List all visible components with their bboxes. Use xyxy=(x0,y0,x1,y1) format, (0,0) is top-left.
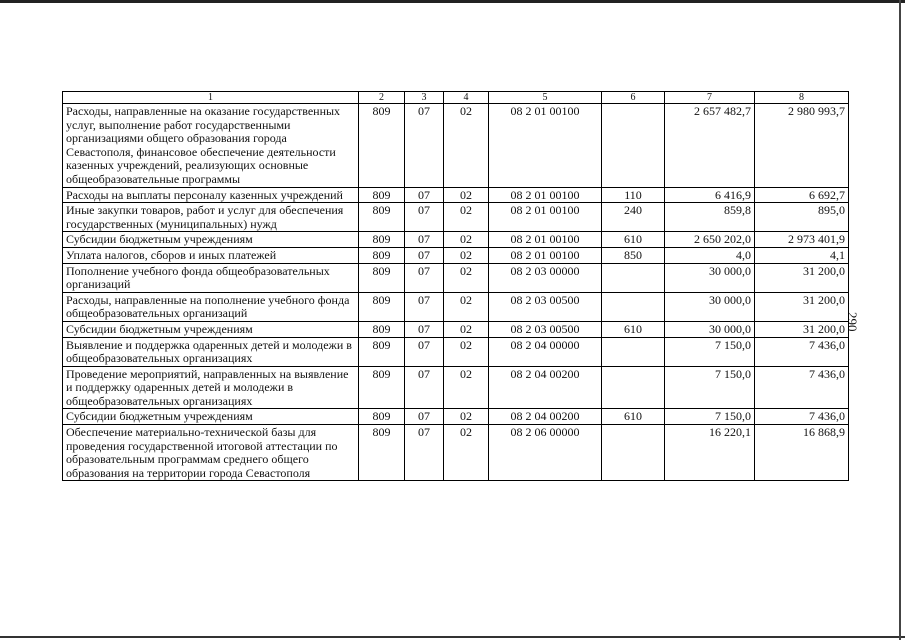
amount-year-1-cell: 2 650 202,0 xyxy=(665,232,755,248)
table-row xyxy=(63,203,849,232)
page-bottom-edge xyxy=(0,636,905,638)
expense-type-cell xyxy=(602,337,665,366)
expense-type-cell: 240 xyxy=(602,203,665,232)
table-row xyxy=(63,425,849,481)
amount-year-2-cell: 7 436,0 xyxy=(755,409,849,425)
amount-year-1-cell: 30 000,0 xyxy=(665,321,755,337)
item-name-cell: Расходы на выплаты персоналу казенных учреждений xyxy=(63,187,359,203)
amount-year-1-cell: 859,8 xyxy=(665,203,755,232)
expense-type-cell xyxy=(602,366,665,409)
subsection-code-cell: 02 xyxy=(444,203,489,232)
page-top-edge xyxy=(0,0,905,3)
amount-year-2-cell: 2 980 993,7 xyxy=(755,104,849,188)
target-article-cell: 08 2 04 00200 xyxy=(489,409,602,425)
section-code-cell: 07 xyxy=(405,366,444,409)
expense-type-cell: 610 xyxy=(602,321,665,337)
expense-type-cell: 610 xyxy=(602,409,665,425)
amount-year-2-cell: 2 973 401,9 xyxy=(755,232,849,248)
amount-year-2-cell: 4,1 xyxy=(755,247,849,263)
table-row xyxy=(63,232,849,248)
ministry-code-cell: 809 xyxy=(359,203,405,232)
ministry-code-cell: 809 xyxy=(359,321,405,337)
amount-year-2-cell: 31 200,0 xyxy=(755,292,849,321)
subsection-code-cell: 02 xyxy=(444,232,489,248)
expense-type-cell xyxy=(602,263,665,292)
amount-year-1-cell: 30 000,0 xyxy=(665,292,755,321)
ministry-code-cell: 809 xyxy=(359,366,405,409)
amount-year-2-cell: 7 436,0 xyxy=(755,366,849,409)
ministry-code-cell: 809 xyxy=(359,104,405,188)
amount-year-2-cell: 16 868,9 xyxy=(755,425,849,481)
amount-year-2-cell: 31 200,0 xyxy=(755,263,849,292)
item-name-cell: Проведение мероприятий, направленных на выявление и поддержку одаренных детей и молодежи в общеобразовательных организациях xyxy=(63,366,359,409)
section-code-cell: 07 xyxy=(405,337,444,366)
header-cell: 6 xyxy=(602,92,665,104)
amount-year-2-cell: 7 436,0 xyxy=(755,337,849,366)
section-code-cell: 07 xyxy=(405,104,444,188)
section-code-cell: 07 xyxy=(405,409,444,425)
target-article-cell: 08 2 04 00000 xyxy=(489,337,602,366)
section-code-cell: 07 xyxy=(405,187,444,203)
header-cell: 5 xyxy=(489,92,602,104)
expense-type-cell xyxy=(602,425,665,481)
section-code-cell: 07 xyxy=(405,232,444,248)
target-article-cell: 08 2 06 00000 xyxy=(489,425,602,481)
target-article-cell: 08 2 03 00500 xyxy=(489,292,602,321)
header-cell: 4 xyxy=(444,92,489,104)
amount-year-1-cell: 4,0 xyxy=(665,247,755,263)
ministry-code-cell: 809 xyxy=(359,292,405,321)
page-right-edge xyxy=(899,0,901,640)
item-name-cell: Пополнение учебного фонда общеобразовательных организаций xyxy=(63,263,359,292)
target-article-cell: 08 2 01 00100 xyxy=(489,247,602,263)
expense-type-cell xyxy=(602,292,665,321)
item-name-cell: Иные закупки товаров, работ и услуг для обеспечения государственных (муниципальных) нужд xyxy=(63,203,359,232)
section-code-cell: 07 xyxy=(405,292,444,321)
table-row xyxy=(63,292,849,321)
subsection-code-cell: 02 xyxy=(444,263,489,292)
ministry-code-cell: 809 xyxy=(359,263,405,292)
header-cell: 3 xyxy=(405,92,444,104)
item-name-cell: Обеспечение материально-технической базы для проведения государственной итоговой аттестации по образовательным программам среднего общего образования на территории города Севастополя xyxy=(63,425,359,481)
amount-year-1-cell: 6 416,9 xyxy=(665,187,755,203)
subsection-code-cell: 02 xyxy=(444,425,489,481)
expense-type-cell: 110 xyxy=(602,187,665,203)
page-number: 290 xyxy=(845,312,860,332)
amount-year-1-cell: 7 150,0 xyxy=(665,409,755,425)
header-cell: 8 xyxy=(755,92,849,104)
item-name-cell: Субсидии бюджетным учреждениям xyxy=(63,232,359,248)
table-row xyxy=(63,409,849,425)
subsection-code-cell: 02 xyxy=(444,247,489,263)
expense-type-cell: 610 xyxy=(602,232,665,248)
subsection-code-cell: 02 xyxy=(444,321,489,337)
table-row xyxy=(63,366,849,409)
ministry-code-cell: 809 xyxy=(359,247,405,263)
item-name-cell: Уплата налогов, сборов и иных платежей xyxy=(63,247,359,263)
target-article-cell: 08 2 04 00200 xyxy=(489,366,602,409)
header-cell: 7 xyxy=(665,92,755,104)
table-row xyxy=(63,321,849,337)
item-name-cell: Расходы, направленные на пополнение учебного фонда общеобразовательных организаций xyxy=(63,292,359,321)
budget-table xyxy=(62,91,849,481)
amount-year-1-cell: 16 220,1 xyxy=(665,425,755,481)
amount-year-1-cell: 7 150,0 xyxy=(665,366,755,409)
ministry-code-cell: 809 xyxy=(359,232,405,248)
ministry-code-cell: 809 xyxy=(359,187,405,203)
target-article-cell: 08 2 01 00100 xyxy=(489,232,602,248)
amount-year-2-cell: 895,0 xyxy=(755,203,849,232)
item-name-cell: Выявление и поддержка одаренных детей и молодежи в общеобразовательных организациях xyxy=(63,337,359,366)
section-code-cell: 07 xyxy=(405,425,444,481)
expense-type-cell: 850 xyxy=(602,247,665,263)
expense-type-cell xyxy=(602,104,665,188)
target-article-cell: 08 2 03 00000 xyxy=(489,263,602,292)
subsection-code-cell: 02 xyxy=(444,366,489,409)
target-article-cell: 08 2 03 00500 xyxy=(489,321,602,337)
subsection-code-cell: 02 xyxy=(444,187,489,203)
item-name-cell: Субсидии бюджетным учреждениям xyxy=(63,321,359,337)
subsection-code-cell: 02 xyxy=(444,292,489,321)
table-row xyxy=(63,104,849,188)
header-row xyxy=(63,92,849,104)
section-code-cell: 07 xyxy=(405,247,444,263)
section-code-cell: 07 xyxy=(405,321,444,337)
amount-year-2-cell: 31 200,0 xyxy=(755,321,849,337)
table-row xyxy=(63,187,849,203)
header-cell: 2 xyxy=(359,92,405,104)
amount-year-2-cell: 6 692,7 xyxy=(755,187,849,203)
subsection-code-cell: 02 xyxy=(444,409,489,425)
ministry-code-cell: 809 xyxy=(359,337,405,366)
subsection-code-cell: 02 xyxy=(444,337,489,366)
amount-year-1-cell: 30 000,0 xyxy=(665,263,755,292)
ministry-code-cell: 809 xyxy=(359,425,405,481)
subsection-code-cell: 02 xyxy=(444,104,489,188)
amount-year-1-cell: 7 150,0 xyxy=(665,337,755,366)
ministry-code-cell: 809 xyxy=(359,409,405,425)
target-article-cell: 08 2 01 00100 xyxy=(489,187,602,203)
item-name-cell: Субсидии бюджетным учреждениям xyxy=(63,409,359,425)
table-row xyxy=(63,337,849,366)
section-code-cell: 07 xyxy=(405,203,444,232)
header-cell: 1 xyxy=(63,92,359,104)
target-article-cell: 08 2 01 00100 xyxy=(489,203,602,232)
target-article-cell: 08 2 01 00100 xyxy=(489,104,602,188)
item-name-cell: Расходы, направленные на оказание государственных услуг, выполнение работ государственными организациями общего образования города Севастополя, финансовое обеспечение деятельности казенных учреждений, реализующих основные общеобразовательные программы xyxy=(63,104,359,188)
section-code-cell: 07 xyxy=(405,263,444,292)
table-row xyxy=(63,247,849,263)
amount-year-1-cell: 2 657 482,7 xyxy=(665,104,755,188)
table-row xyxy=(63,263,849,292)
